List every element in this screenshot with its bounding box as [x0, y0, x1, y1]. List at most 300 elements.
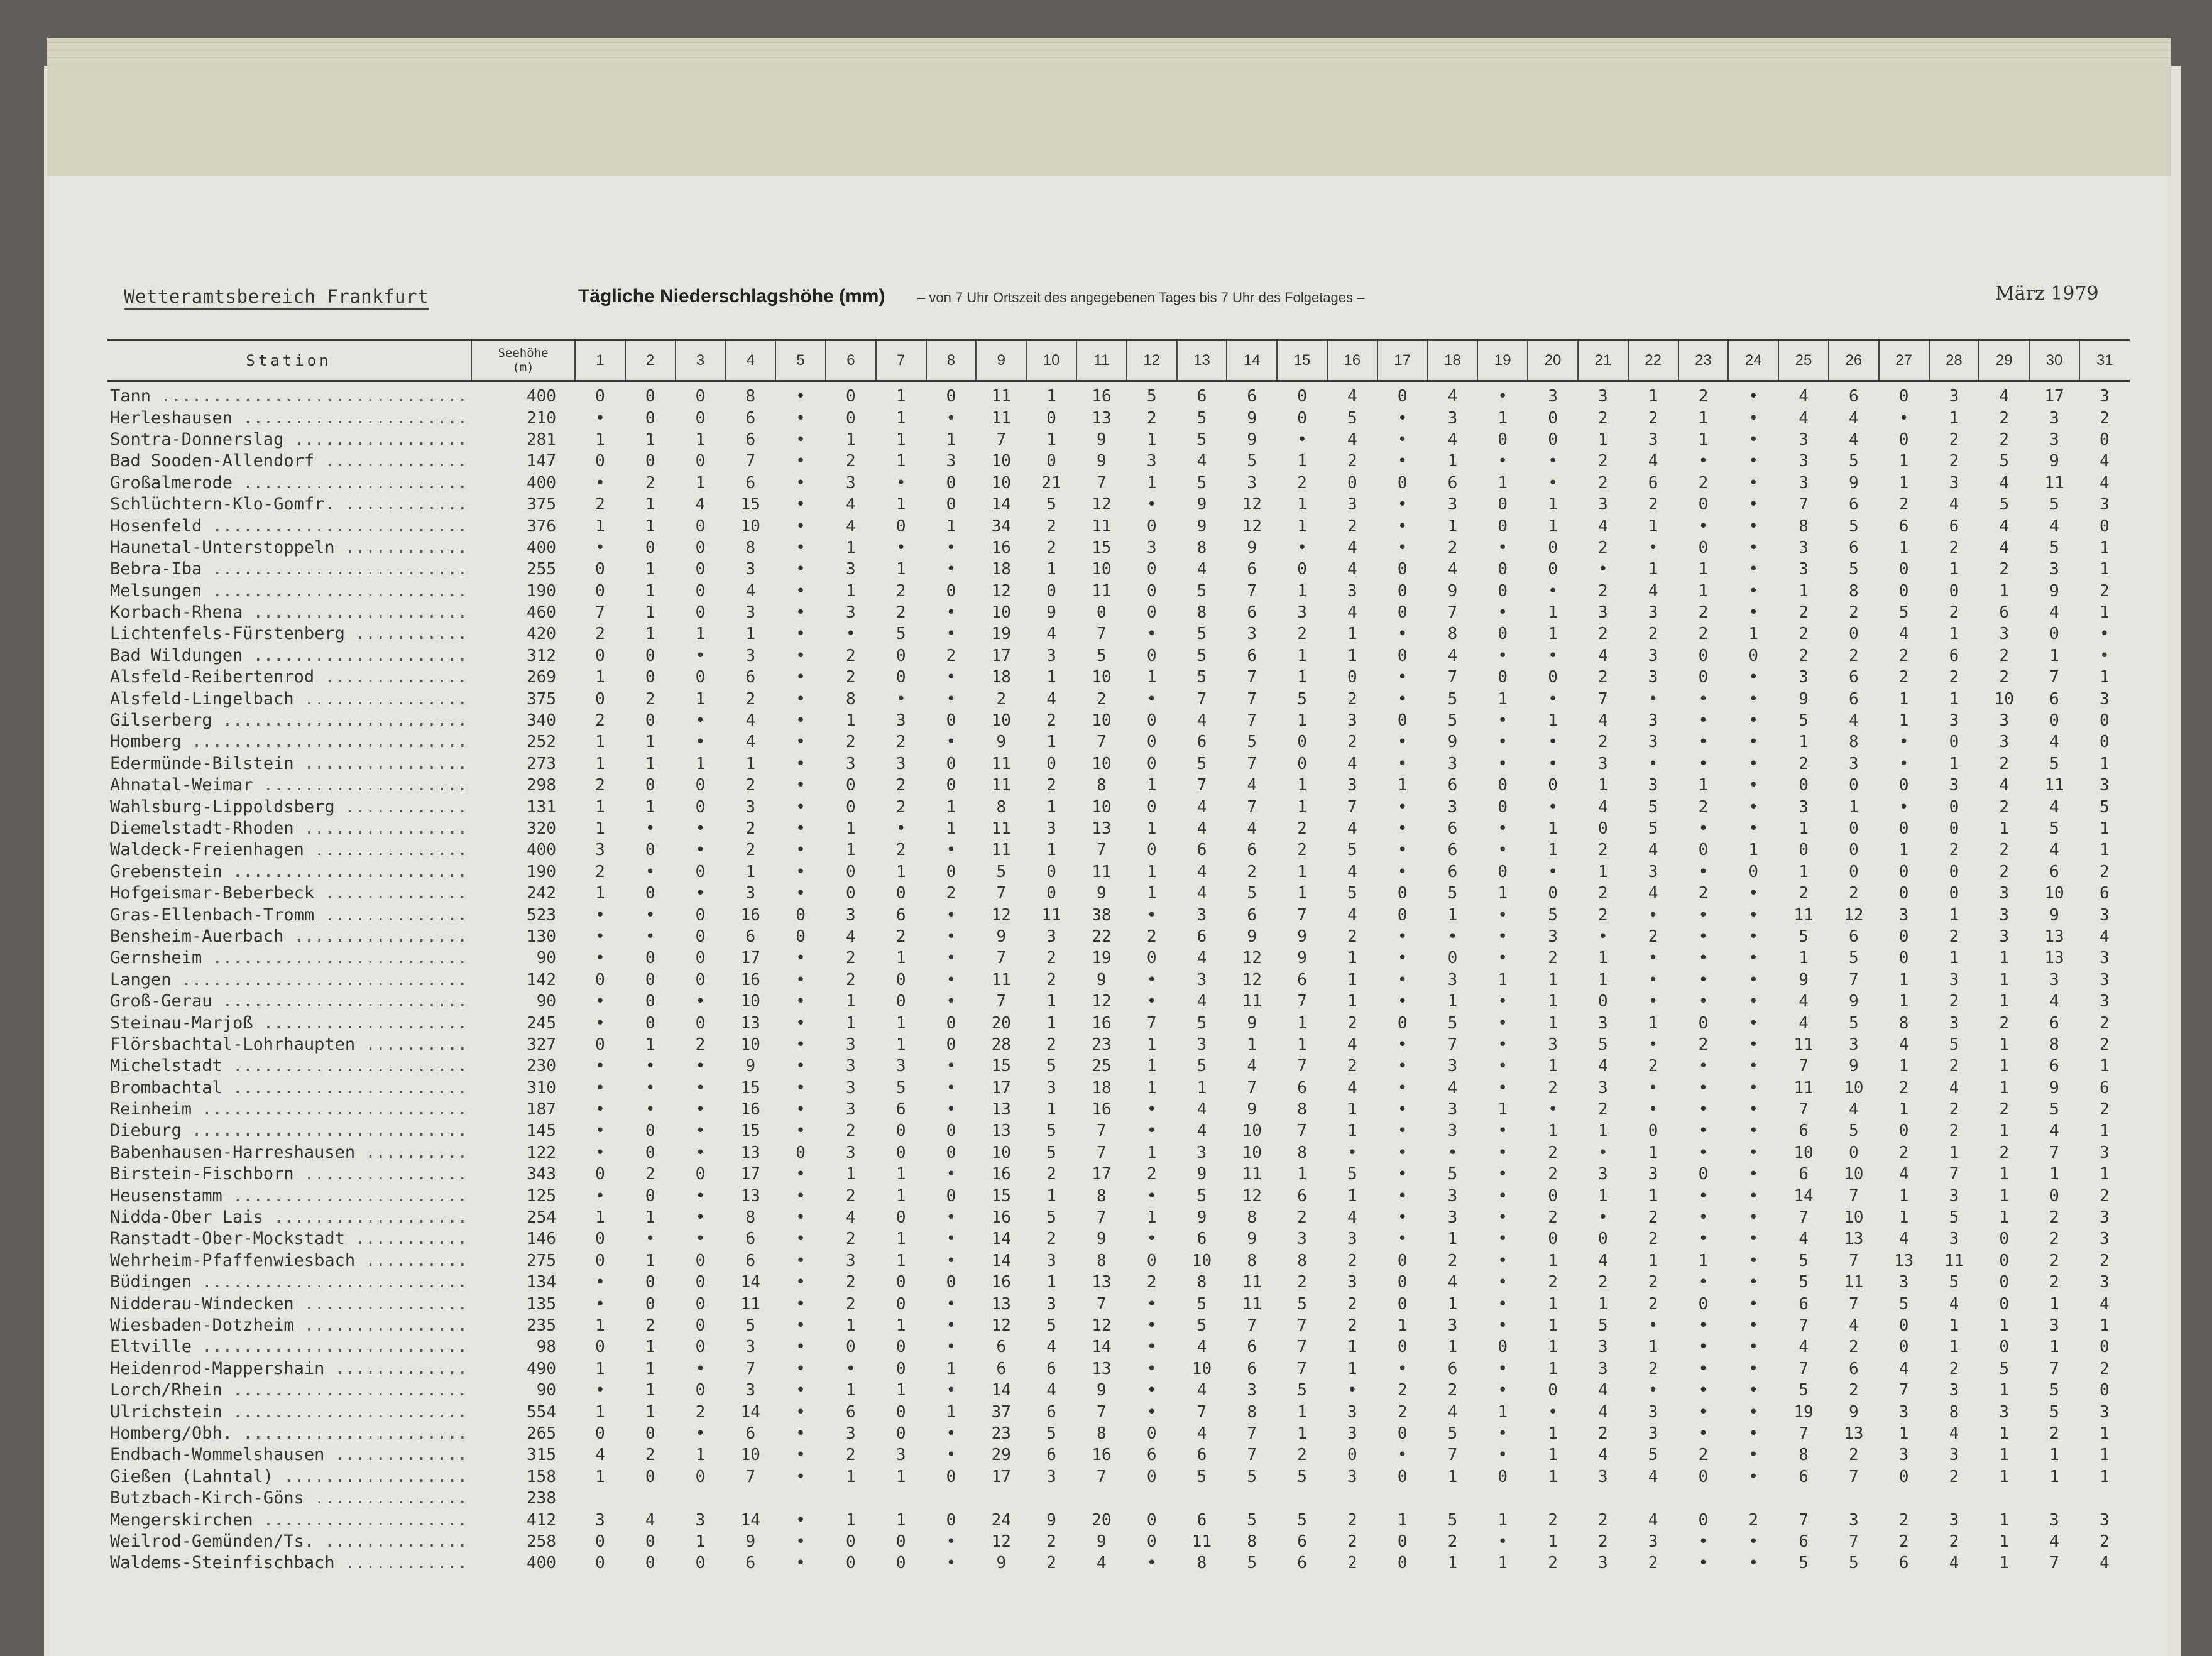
precip-value: 0: [595, 581, 605, 601]
precip-value: 14: [740, 1273, 760, 1292]
precip-value: 4: [1648, 452, 1658, 471]
header-elevation-label: Seehöhe: [498, 346, 549, 360]
precip-value: 6: [2049, 1057, 2059, 1076]
leader-dots: ..........: [355, 1142, 468, 1162]
precip-value: •: [946, 1316, 956, 1335]
precip-value: 6: [1799, 1165, 1809, 1184]
precip-value: 11: [740, 1294, 760, 1314]
precip-value: 5: [1196, 581, 1207, 601]
precip-value: [2029, 1488, 2079, 1509]
precip-value: 1: [946, 430, 956, 449]
precip-value: 1: [895, 1035, 906, 1054]
precip-value: 4: [1347, 819, 1357, 838]
precip-value: 0: [1698, 1165, 1709, 1184]
precip-value: 7: [1297, 1316, 1307, 1335]
precip-value: 1: [1999, 1165, 2010, 1184]
precip-value: 1: [1548, 1057, 1558, 1076]
precip-value: 1: [1598, 1186, 1608, 1206]
precip-value: 3: [2099, 1273, 2110, 1292]
precip-value: 4: [1196, 862, 1207, 881]
precip-value: •: [1698, 1337, 1709, 1357]
precip-value: 13: [1092, 1273, 1112, 1292]
precip-value: 0: [1397, 1294, 1408, 1314]
table-row: [107, 494, 2130, 515]
precip-value: •: [1397, 992, 1408, 1011]
precip-value: 1: [1548, 1316, 1558, 1335]
precip-value: 9: [1097, 1532, 1107, 1551]
precip-value: 9: [1097, 970, 1107, 989]
precip-value: 5: [1347, 884, 1357, 903]
precip-value: 1: [2049, 1165, 2059, 1184]
precip-value: 0: [695, 1294, 706, 1314]
precip-value: 0: [1146, 646, 1157, 665]
station-name: Bad Wildungen: [110, 645, 243, 665]
precip-value: 3: [1648, 862, 1658, 881]
station-name: Edermünde-Bilstein: [110, 753, 294, 773]
precip-value: 7: [1196, 689, 1207, 709]
precip-value: 12: [991, 581, 1011, 601]
precip-value: 6: [1799, 1121, 1809, 1141]
precip-value: •: [796, 1359, 806, 1378]
precip-value: 1: [1898, 689, 1909, 709]
precip-value: 3: [1447, 1316, 1458, 1335]
precip-value: •: [1698, 1554, 1709, 1573]
precip-value: 6: [1247, 841, 1257, 860]
precip-value: 1: [1999, 1316, 2010, 1335]
precip-value: 7: [1297, 992, 1307, 1011]
station-cell: [107, 450, 471, 472]
precip-value: 2: [695, 1035, 706, 1054]
precip-value: 1: [1548, 711, 1558, 731]
precip-value: 0: [1898, 862, 1909, 881]
station-name: Ahnatal-Weimar: [110, 775, 253, 795]
precip-value: 10: [1994, 689, 2014, 709]
precip-value: 5: [1949, 1035, 1959, 1054]
elevation-cell: 310: [527, 1078, 556, 1098]
precip-value: 2: [1898, 495, 1909, 515]
precip-value: 8: [745, 1208, 756, 1228]
header-day: 31: [2079, 340, 2130, 381]
table-row: [107, 623, 2130, 645]
precip-value: •: [1748, 905, 1759, 925]
precip-value: •: [695, 1359, 706, 1378]
precip-value: •: [796, 1402, 806, 1422]
precip-value: 0: [1397, 1532, 1408, 1551]
precip-value: 2: [1698, 1035, 1709, 1054]
precip-value: 0: [1397, 1251, 1408, 1270]
elevation-cell: 327: [527, 1035, 556, 1054]
leader-dots: ........................: [212, 711, 468, 731]
precip-value: •: [1898, 733, 1909, 752]
precip-value: 1: [895, 1381, 906, 1400]
precip-value: 9: [1447, 733, 1458, 752]
header-day: 24: [1728, 340, 1778, 381]
precip-value: 3: [745, 884, 756, 903]
precip-value: 5: [1247, 884, 1257, 903]
precip-value: 0: [2049, 711, 2059, 731]
precip-value: 0: [946, 473, 956, 493]
precip-value: •: [1548, 646, 1558, 665]
precip-value: 1: [1297, 1035, 1307, 1054]
precip-value: 8: [1196, 603, 1207, 623]
precip-value: 1: [1949, 560, 1959, 579]
precip-value: 12: [1092, 1316, 1112, 1335]
station-cell: [107, 1272, 471, 1293]
precip-value: •: [695, 1100, 706, 1119]
precip-value: 3: [1598, 754, 1608, 773]
precip-value: 7: [996, 430, 1007, 449]
precip-value: 10: [1844, 1208, 1864, 1228]
precip-value: 1: [695, 624, 706, 644]
header-day: 7: [876, 340, 926, 381]
precip-value: 1: [645, 1208, 655, 1228]
elevation-cell: 269: [527, 668, 556, 687]
precip-value: 0: [846, 408, 856, 428]
precip-value: 0: [645, 387, 655, 406]
precip-value: 0: [1497, 797, 1508, 817]
precip-value: 6: [745, 1251, 756, 1270]
leader-dots: .........................: [202, 948, 468, 968]
precip-value: 11: [1844, 1273, 1864, 1292]
leader-dots: ...........: [344, 1229, 468, 1249]
precip-value: 3: [1949, 473, 1959, 493]
precip-value: 2: [1297, 1446, 1307, 1465]
precip-value: 23: [1092, 1035, 1112, 1054]
precip-value: 7: [1097, 1467, 1107, 1486]
precip-value: 2: [1898, 1510, 1909, 1530]
table-row: [107, 602, 2130, 623]
precip-value: 0: [1397, 473, 1408, 493]
precip-value: 3: [1598, 495, 1608, 515]
precip-value: •: [1698, 1208, 1709, 1228]
table-row: [107, 883, 2130, 904]
precip-value: 3: [846, 1057, 856, 1076]
precip-value: 2: [1146, 1273, 1157, 1292]
precip-value: [575, 1488, 625, 1509]
precip-value: 1: [1347, 1337, 1357, 1357]
precip-value: 3: [1898, 1446, 1909, 1465]
precip-value: 0: [1598, 819, 1608, 838]
precip-value: •: [1748, 1165, 1759, 1184]
precip-value: 3: [846, 603, 856, 623]
precip-value: 3: [895, 754, 906, 773]
precip-value: 3: [745, 1381, 756, 1400]
precip-value: •: [595, 1013, 605, 1033]
precip-value: 6: [745, 1424, 756, 1443]
precip-value: 24: [991, 1510, 1011, 1530]
precip-value: •: [1548, 797, 1558, 817]
precip-value: •: [1698, 689, 1709, 709]
precip-value: 6: [745, 1554, 756, 1573]
precip-value: 1: [1447, 1229, 1458, 1249]
precip-value: 1: [1898, 1057, 1909, 1076]
precip-value: 1: [1999, 1381, 2010, 1400]
precip-value: •: [1146, 624, 1157, 644]
precip-value: 2: [1046, 538, 1056, 557]
precip-value: 0: [695, 408, 706, 428]
precip-value: •: [1397, 841, 1408, 860]
precip-value: 1: [895, 949, 906, 968]
precip-value: 0: [695, 1554, 706, 1573]
station-cell: [107, 1228, 471, 1250]
precip-value: •: [946, 1337, 956, 1357]
precip-value: 0: [1598, 992, 1608, 1011]
precip-value: •: [1397, 1208, 1408, 1228]
precip-value: 9: [1848, 473, 1859, 493]
precip-value: 4: [1196, 560, 1207, 579]
precip-value: •: [645, 927, 655, 946]
precip-value: 1: [595, 733, 605, 752]
precip-value: •: [1698, 1402, 1709, 1422]
precip-value: 10: [1092, 668, 1112, 687]
station-name: Grebenstein: [110, 861, 222, 881]
precip-value: 2: [1999, 646, 2010, 665]
precip-value: 15: [991, 1186, 1011, 1206]
precip-value: •: [796, 1078, 806, 1098]
precip-value: 5: [1799, 927, 1809, 946]
precip-value: 1: [2099, 819, 2110, 838]
precip-value: 1: [1598, 776, 1608, 795]
station-name: Melsungen: [110, 580, 202, 601]
precip-value: 2: [846, 970, 856, 989]
precip-value: •: [1698, 1121, 1709, 1141]
precip-value: 1: [745, 754, 756, 773]
precip-value: 8: [1799, 1446, 1809, 1465]
leader-dots: .......................: [222, 1185, 468, 1206]
precip-value: 1: [1598, 862, 1608, 881]
precip-value: 3: [1648, 668, 1658, 687]
precip-value: 17: [991, 1078, 1011, 1098]
precip-value: 0: [1497, 560, 1508, 579]
precip-value: 0: [695, 1467, 706, 1486]
precip-value: 0: [1999, 1294, 2010, 1314]
precip-value: 2: [1598, 1100, 1608, 1119]
precip-value: •: [1397, 668, 1408, 687]
precip-value: •: [1397, 1165, 1408, 1184]
precip-value: 7: [1097, 1294, 1107, 1314]
station-cell: [107, 1163, 471, 1185]
precip-value: 0: [2099, 1337, 2110, 1357]
precip-value: •: [645, 862, 655, 881]
precip-value: 1: [1146, 1035, 1157, 1054]
station-cell: [107, 688, 471, 709]
precip-value: 5: [1848, 452, 1859, 471]
precip-value: 0: [1548, 1381, 1558, 1400]
precip-value: 18: [991, 668, 1011, 687]
precip-value: •: [946, 905, 956, 925]
precip-value: 5: [1196, 408, 1207, 428]
precip-value: 2: [1347, 452, 1357, 471]
page-stack-fill: [47, 63, 2171, 176]
precip-value: 2: [2049, 1251, 2059, 1270]
precip-value: 13: [740, 1013, 760, 1033]
precip-value: 0: [1748, 862, 1759, 881]
precip-value: 1: [595, 1402, 605, 1422]
precip-value: 0: [1046, 452, 1056, 471]
precip-value: 38: [1092, 905, 1112, 925]
precip-value: 1: [846, 1510, 856, 1530]
precip-value: 1: [1799, 819, 1809, 838]
header-day: 8: [926, 340, 977, 381]
precip-value: 0: [946, 776, 956, 795]
precip-value: 9: [996, 1554, 1007, 1573]
precip-value: 0: [1898, 884, 1909, 903]
precip-value: 4: [1898, 1359, 1909, 1378]
precip-value: 0: [1698, 538, 1709, 557]
precip-value: 7: [1196, 1402, 1207, 1422]
precip-value: 3: [1598, 387, 1608, 406]
precip-value: [876, 1488, 926, 1509]
precip-value: 6: [1046, 1359, 1056, 1378]
precip-value: 0: [946, 1013, 956, 1033]
precip-value: 0: [695, 927, 706, 946]
precip-value: •: [1648, 949, 1658, 968]
leader-dots: ....................: [253, 1510, 468, 1530]
precip-value: 0: [645, 1294, 655, 1314]
precip-value: 0: [695, 1273, 706, 1292]
precip-value: 7: [1447, 1446, 1458, 1465]
table-row: [107, 1531, 2130, 1552]
precip-value: 1: [1046, 1273, 1056, 1292]
precip-value: •: [695, 1229, 706, 1249]
leader-dots: ............: [334, 797, 468, 817]
precip-value: •: [1497, 1121, 1508, 1141]
precip-value: 9: [1848, 1057, 1859, 1076]
precip-value: 2: [1247, 862, 1257, 881]
precip-value: 37: [991, 1402, 1011, 1422]
elevation-cell: 375: [527, 495, 556, 515]
precip-value: 4: [745, 581, 756, 601]
precip-value: 3: [1898, 1273, 1909, 1292]
leader-dots: ....................: [253, 1013, 468, 1033]
precip-value: 4: [1347, 1078, 1357, 1098]
table-row: [107, 667, 2130, 688]
elevation-cell: 258: [527, 1532, 556, 1551]
station-name: Gießen (Lahntal): [110, 1466, 274, 1486]
precip-value: 1: [1297, 1165, 1307, 1184]
precip-value: •: [1748, 1057, 1759, 1076]
precip-value: •: [796, 603, 806, 623]
precip-value: 5: [1347, 841, 1357, 860]
precip-value: 5: [1898, 603, 1909, 623]
table-row: [107, 839, 2130, 861]
precip-value: 7: [1247, 581, 1257, 601]
precip-value: •: [1497, 927, 1508, 946]
precip-value: 0: [1949, 733, 1959, 752]
precip-value: 7: [1848, 1251, 1859, 1270]
precip-value: 8: [1196, 538, 1207, 557]
station-cell: [107, 775, 471, 796]
precip-value: 4: [2049, 797, 2059, 817]
precip-value: 7: [2049, 1554, 2059, 1573]
precip-value: •: [1497, 1013, 1508, 1033]
precip-value: 0: [1397, 1554, 1408, 1573]
precip-value: 3: [1949, 970, 1959, 989]
precip-value: 4: [1949, 1424, 1959, 1443]
table-row: [107, 861, 2130, 883]
precip-value: 7: [1848, 1467, 1859, 1486]
precip-value: 5: [2049, 1381, 2059, 1400]
precip-value: 0: [1898, 819, 1909, 838]
precip-value: 1: [1146, 1208, 1157, 1228]
precip-value: •: [1397, 1078, 1408, 1098]
precip-value: 0: [1297, 754, 1307, 773]
precip-value: •: [796, 452, 806, 471]
precip-value: 1: [695, 689, 706, 709]
precip-value: 0: [645, 949, 655, 968]
precip-value: 4: [2049, 516, 2059, 536]
precip-value: 3: [846, 905, 856, 925]
precip-value: 6: [1447, 841, 1458, 860]
precip-value: 4: [1949, 495, 1959, 515]
precip-value: 5: [1046, 1143, 1056, 1162]
station-name: Bensheim-Auerbach: [110, 926, 284, 946]
precip-value: 8: [1848, 733, 1859, 752]
precip-value: 0: [695, 776, 706, 795]
precip-value: 5: [996, 862, 1007, 881]
precip-value: [2079, 1488, 2130, 1509]
table-row: [107, 645, 2130, 667]
precip-value: 0: [1397, 1013, 1408, 1033]
precip-value: •: [1397, 408, 1408, 428]
precip-value: 2: [1347, 1057, 1357, 1076]
precip-value: 2: [1146, 1165, 1157, 1184]
precip-value: 3: [1799, 473, 1809, 493]
precip-value: [1477, 1488, 1528, 1509]
precip-value: •: [1748, 1229, 1759, 1249]
precip-value: 0: [645, 1532, 655, 1551]
precip-value: 11: [1041, 905, 1061, 925]
precip-value: •: [796, 1446, 806, 1465]
precip-value: 10: [740, 1035, 760, 1054]
precip-value: 5: [1999, 452, 2010, 471]
leader-dots: .......................: [222, 1056, 468, 1076]
precip-value: 1: [645, 1381, 655, 1400]
precip-value: 5: [1196, 624, 1207, 644]
station-name: Tann: [110, 386, 151, 406]
precip-value: 7: [1949, 1165, 1959, 1184]
precip-value: 2: [1949, 1057, 1959, 1076]
precip-value: 2: [1648, 408, 1658, 428]
precip-value: 1: [1297, 452, 1307, 471]
precip-value: 6: [2049, 1013, 2059, 1033]
precip-value: •: [645, 1057, 655, 1076]
elevation-cell: 146: [527, 1229, 556, 1249]
precip-value: 1: [2099, 1424, 2110, 1443]
precip-value: 3: [1848, 1510, 1859, 1530]
precip-value: 1: [645, 1402, 655, 1422]
precip-value: •: [695, 819, 706, 838]
precip-value: 1: [895, 1510, 906, 1530]
precip-value: •: [796, 495, 806, 515]
precip-value: 11: [991, 841, 1011, 860]
header-day: 16: [1327, 340, 1377, 381]
precip-value: 0: [1748, 646, 1759, 665]
precip-value: 0: [595, 1532, 605, 1551]
table-row: [107, 731, 2130, 753]
precip-value: •: [1397, 1143, 1408, 1162]
precip-value: •: [946, 689, 956, 709]
precip-value: •: [1497, 1229, 1508, 1249]
precip-value: 0: [1046, 408, 1056, 428]
precip-value: 7: [1848, 1186, 1859, 1206]
precip-value: 1: [1748, 624, 1759, 644]
precip-value: 0: [595, 689, 605, 709]
precip-value: 4: [1598, 797, 1608, 817]
precip-value: •: [1497, 646, 1508, 665]
precip-value: 1: [1548, 1121, 1558, 1141]
station-cell: [107, 515, 471, 537]
